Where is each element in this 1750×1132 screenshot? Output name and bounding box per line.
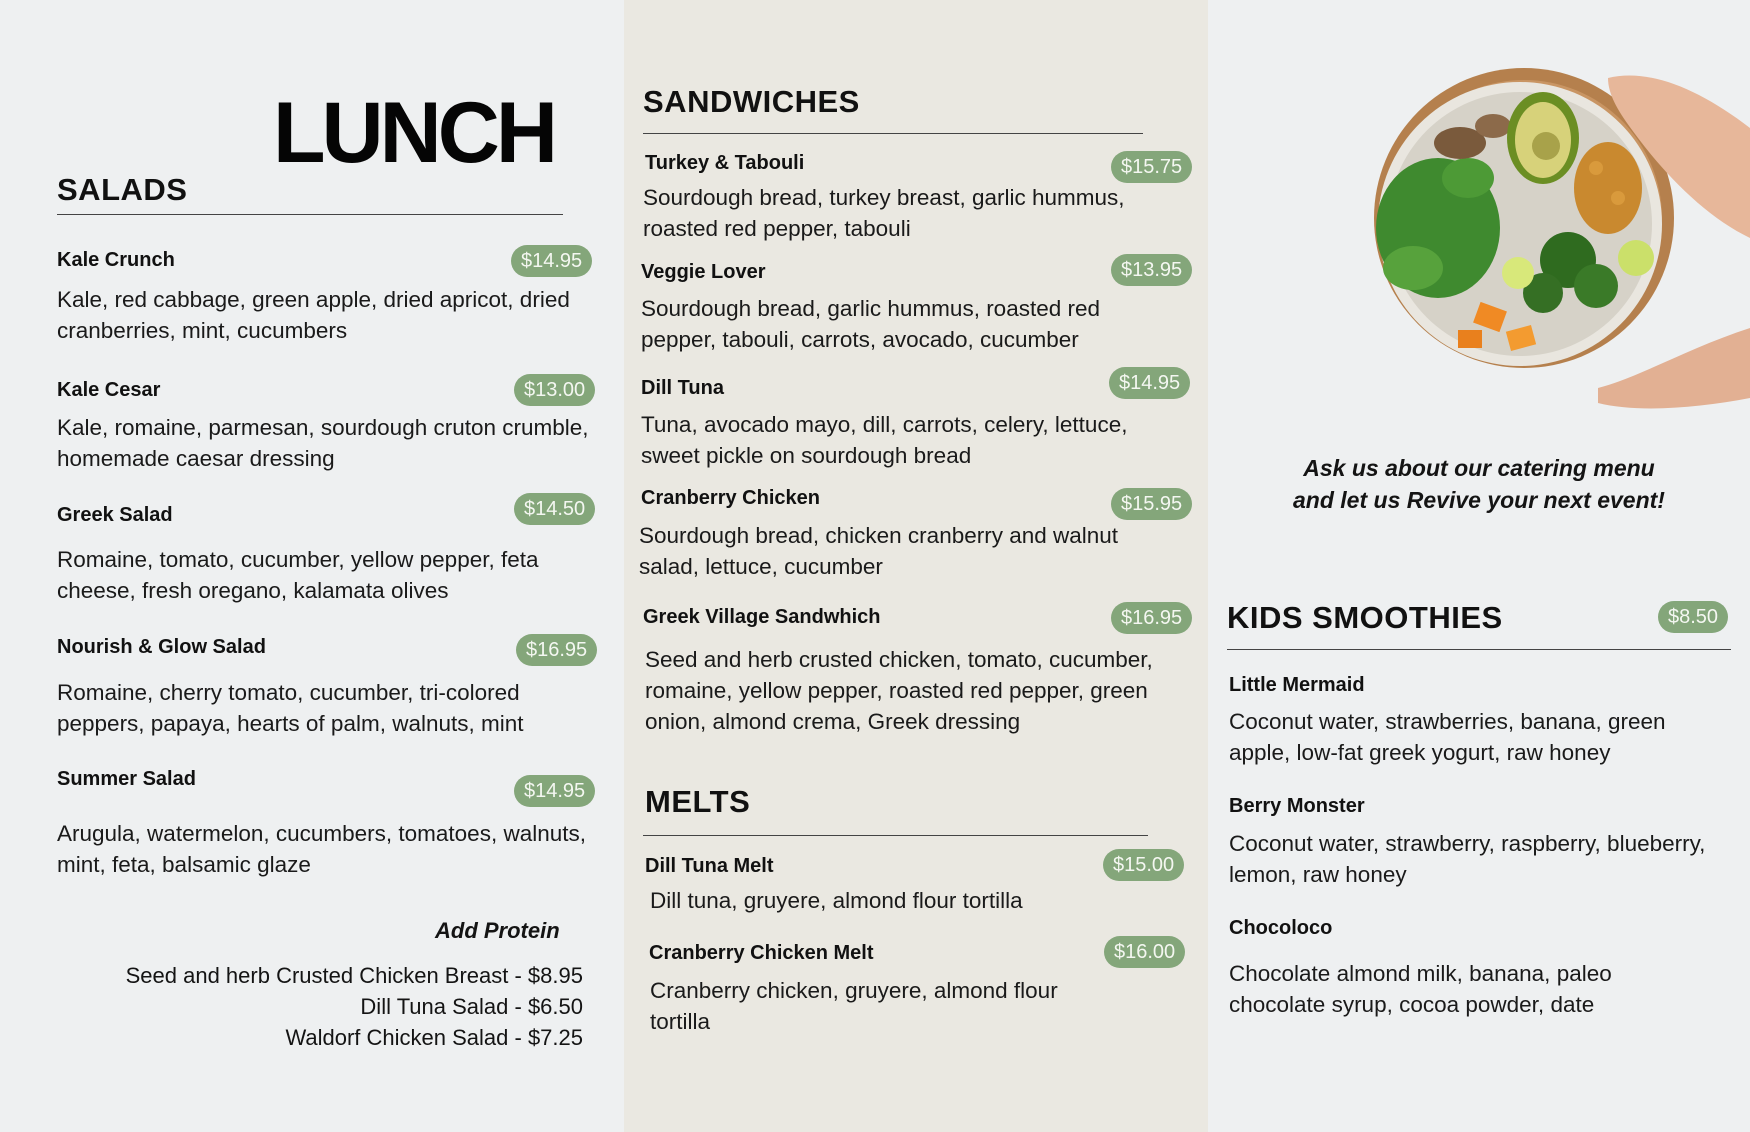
smoothie-name: Little Mermaid bbox=[1229, 674, 1365, 696]
melts-rule bbox=[643, 835, 1148, 836]
price-badge: $13.00 bbox=[514, 374, 595, 406]
smoothie-name: Chocoloco bbox=[1229, 917, 1333, 939]
catering-line-1: Ask us about our catering menu bbox=[1303, 455, 1655, 481]
price-badge: $13.95 bbox=[1111, 254, 1192, 286]
sandwich-name: Turkey & Tabouli bbox=[645, 152, 805, 174]
sandwich-name: Veggie Lover bbox=[641, 261, 766, 283]
price-badge: $16.95 bbox=[516, 634, 597, 666]
melts-heading: MELTS bbox=[645, 784, 751, 819]
melt-description: Dill tuna, gruyere, almond flour tortilla bbox=[650, 888, 1023, 913]
salad-name: Kale Crunch bbox=[57, 249, 175, 271]
smoothie-description: Coconut water, strawberries, banana, green apple, low-fat greek yogurt, raw honey bbox=[1229, 709, 1666, 765]
price-badge: $14.95 bbox=[514, 775, 595, 807]
sandwich-description: Sourdough bread, turkey breast, garlic hummus, roasted red pepper, tabouli bbox=[643, 185, 1125, 241]
salads-rule bbox=[57, 214, 563, 215]
lime-wedge bbox=[1618, 240, 1654, 276]
sandwich-description: Seed and herb crusted chicken, tomato, cucumber, romaine, yellow pepper, roasted red pepper, green onion, almond crema, Greek dressing bbox=[645, 647, 1153, 734]
smoothie-description: Chocolate almond milk, banana, paleo chocolate syrup, cocoa powder, date bbox=[1229, 961, 1612, 1017]
salads-heading: SALADS bbox=[57, 172, 188, 207]
price-badge: $14.95 bbox=[511, 245, 592, 277]
sandwiches-heading: SANDWICHES bbox=[643, 84, 860, 119]
salad-description: Romaine, tomato, cucumber, yellow pepper, feta cheese, fresh oregano, kalamata olives bbox=[57, 547, 539, 603]
catering-line-2: and let us Revive your next event! bbox=[1293, 487, 1665, 513]
salad-description: Kale, romaine, parmesan, sourdough cruton crumble, homemade caesar dressing bbox=[57, 415, 589, 471]
chickpeas bbox=[1574, 142, 1642, 234]
hand-bottom bbox=[1598, 328, 1750, 408]
melt-description: Cranberry chicken, gruyere, almond flour tortilla bbox=[650, 978, 1058, 1034]
price-badge: $8.50 bbox=[1658, 601, 1728, 633]
salad-name: Greek Salad bbox=[57, 504, 173, 526]
price-badge: $16.00 bbox=[1104, 936, 1185, 968]
protein-option: Waldorf Chicken Salad - $7.25 bbox=[285, 1025, 583, 1050]
sandwich-name: Greek Village Sandwhich bbox=[643, 606, 881, 628]
add-protein-heading: Add Protein bbox=[435, 918, 560, 943]
price-badge: $16.95 bbox=[1111, 602, 1192, 634]
sandwich-name: Dill Tuna bbox=[641, 377, 724, 399]
price-badge: $15.75 bbox=[1111, 151, 1192, 183]
sandwich-name: Cranberry Chicken bbox=[641, 487, 820, 509]
price-badge: $15.00 bbox=[1103, 849, 1184, 881]
price-badge: $15.95 bbox=[1111, 488, 1192, 520]
smoothies-rule bbox=[1227, 649, 1731, 650]
protein-option: Dill Tuna Salad - $6.50 bbox=[360, 994, 583, 1019]
price-badge: $14.95 bbox=[1109, 367, 1190, 399]
melt-name: Dill Tuna Melt bbox=[645, 855, 774, 877]
salad-description: Romaine, cherry tomato, cucumber, tri-colored peppers, papaya, hearts of palm, walnuts, mint bbox=[57, 680, 524, 736]
menu-title: LUNCH bbox=[273, 85, 554, 181]
kids-smoothies-heading: KIDS SMOOTHIES bbox=[1227, 600, 1503, 635]
salad-description: Arugula, watermelon, cucumbers, tomatoes, walnuts, mint, feta, balsamic glaze bbox=[57, 821, 586, 877]
salad-name: Summer Salad bbox=[57, 768, 196, 790]
sandwich-description: Tuna, avocado mayo, dill, carrots, celery, lettuce, sweet pickle on sourdough bread bbox=[641, 412, 1128, 468]
salad-bowl-photo bbox=[1368, 28, 1750, 418]
salad-bowl-illustration bbox=[1368, 28, 1750, 418]
smoothie-description: Coconut water, strawberry, raspberry, blueberry, lemon, raw honey bbox=[1229, 831, 1706, 887]
sandwich-description: Sourdough bread, chicken cranberry and walnut salad, lettuce, cucumber bbox=[639, 523, 1119, 579]
protein-option: Seed and herb Crusted Chicken Breast - $8.95 bbox=[125, 963, 583, 988]
smoothie-name: Berry Monster bbox=[1229, 795, 1365, 817]
salad-name: Kale Cesar bbox=[57, 379, 161, 401]
sandwiches-rule bbox=[643, 133, 1143, 134]
price-badge: $14.50 bbox=[514, 493, 595, 525]
sandwich-description: Sourdough bread, garlic hummus, roasted red pepper, tabouli, carrots, avocado, cucumber bbox=[641, 296, 1101, 352]
melt-name: Cranberry Chicken Melt bbox=[649, 942, 874, 964]
salad-description: Kale, red cabbage, green apple, dried apricot, dried cranberries, mint, cucumbers bbox=[57, 287, 570, 343]
salad-name: Nourish & Glow Salad bbox=[57, 636, 266, 658]
